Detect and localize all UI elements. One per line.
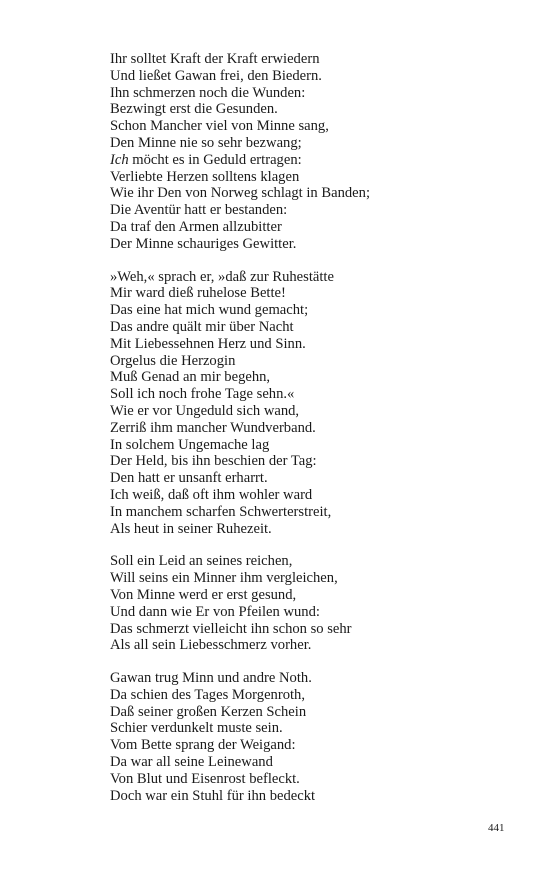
verse-line (110, 553, 530, 570)
verse-line (110, 604, 530, 621)
verse-line (110, 521, 530, 538)
verse-text: Doch war ein Stuhl für ihn bedeckt (110, 787, 316, 804)
verse-line (110, 687, 530, 704)
verse-text: Als heut in seiner Ruhezeit. (110, 520, 272, 537)
verse-text: Der Minne schauriges Gewitter. (110, 235, 297, 252)
stanza (110, 269, 530, 538)
verse-line (110, 704, 530, 721)
verse-line (110, 236, 530, 253)
verse-line (110, 737, 530, 754)
verse-text: Schon Mancher viel von Minne sang, (110, 118, 329, 135)
verse-text: Den Minne nie so sehr bezwang; (110, 134, 302, 151)
verse-line (110, 570, 530, 587)
verse-line (110, 386, 530, 403)
verse-text: Muß Genad an mir begehn, (110, 369, 271, 386)
verse-line (110, 403, 530, 420)
verse-text: Ich weiß, daß oft ihm wohler ward (110, 486, 313, 503)
verse-text: Schier verdunkelt muste sein. (110, 720, 283, 737)
verse-line (110, 420, 530, 437)
verse-text: Von Minne werd er erst gesund, (110, 586, 297, 603)
verse-text: Verliebte Herzen solltens klagen (110, 168, 300, 185)
verse-line (110, 437, 530, 454)
verse-line (110, 504, 530, 521)
verse-text: Das eine hat mich wund gemacht; (110, 302, 309, 319)
verse-text: Und dann wie Er von Pfeilen wund: (110, 603, 320, 620)
verse-text: Da traf den Armen allzubitter (110, 218, 282, 235)
verse-line (110, 754, 530, 771)
verse-text: Ihr solltet Kraft der Kraft erwiedern (110, 51, 320, 67)
verse-line (110, 621, 530, 638)
stanza (110, 51, 530, 253)
verse-text: Der Held, bis ihn beschien der Tag: (110, 453, 317, 470)
verse-line (110, 353, 530, 370)
verse-line (110, 788, 530, 805)
verse-line (110, 219, 530, 236)
verse-text: Bezwingt erst die Gesunden. (110, 101, 278, 118)
verse-text: Wie ihr Den von Norweg schlagt in Banden; (110, 185, 371, 202)
verse-line (110, 487, 530, 504)
verse-text: Wie er vor Ungeduld sich wand, (110, 402, 300, 419)
verse-text: Gawan trug Minn und andre Noth. (110, 670, 312, 687)
verse-line (110, 152, 530, 169)
verse-text: Das andre quält mir über Nacht (110, 318, 294, 335)
verse-text: Und ließet Gawan frei, den Biedern. (110, 67, 322, 84)
verse-line (110, 453, 530, 470)
verse-line (110, 637, 530, 654)
poem-body (110, 51, 530, 820)
verse-line (110, 670, 530, 687)
verse-line (110, 319, 530, 336)
stanza (110, 553, 530, 654)
verse-line (110, 336, 530, 353)
verse-line (110, 85, 530, 102)
verse-text: Mit Liebessehnen Herz und Sinn. (110, 335, 306, 352)
verse-text: Da schien des Tages Morgenroth, (110, 686, 306, 703)
verse-line (110, 771, 530, 788)
verse-text: Das schmerzt vielleicht ihn schon so sehr (110, 620, 352, 637)
verse-line (110, 720, 530, 737)
verse-line (110, 269, 530, 286)
verse-line (110, 118, 530, 135)
verse-line (110, 68, 530, 85)
verse-line (110, 101, 530, 118)
verse-text: Den hatt er unsanft erharrt. (110, 470, 268, 487)
verse-text: Zerriß ihm mancher Wundverband. (110, 419, 316, 436)
verse-text: Will seins ein Minner ihm vergleichen, (110, 570, 338, 587)
verse-text: Da war all seine Leinewand (110, 754, 273, 771)
verse-text: In solchem Ungemache lag (110, 436, 270, 453)
verse-line (110, 302, 530, 319)
page-number: 441 (488, 822, 505, 834)
verse-text: »Weh,« sprach er, »daß zur Ruhestätte (110, 268, 334, 285)
verse-line (110, 51, 530, 68)
verse-text: Vom Bette sprang der Weigand: (110, 737, 296, 754)
verse-text: Orgelus die Herzogin (110, 352, 236, 369)
verse-line (110, 369, 530, 386)
verse-line (110, 202, 530, 219)
verse-text: Als all sein Liebesschmerz vorher. (110, 637, 312, 654)
verse-text: Soll ich noch frohe Tage sehn.« (110, 386, 295, 403)
verse-line (110, 285, 530, 302)
verse-line (110, 587, 530, 604)
verse-text: möcht es in Geduld ertragen: (128, 151, 302, 168)
verse-text: Mir ward dieß ruhelose Bette! (110, 285, 286, 302)
verse-text: Die Aventür hatt er bestanden: (110, 202, 288, 219)
verse-text: Soll ein Leid an seines reichen, (110, 553, 293, 570)
verse-line (110, 470, 530, 487)
verse-text: Ihn schmerzen noch die Wunden: (110, 84, 306, 101)
verse-text: Daß seiner großen Kerzen Schein (110, 703, 307, 720)
verse-emphasis: Ich (110, 151, 129, 168)
verse-text: Von Blut und Eisenrost befleckt. (110, 770, 300, 787)
verse-line (110, 169, 530, 186)
verse-text: In manchem scharfen Schwerterstreit, (110, 503, 332, 520)
verse-line (110, 135, 530, 152)
stanza (110, 670, 530, 804)
verse-line (110, 185, 530, 202)
